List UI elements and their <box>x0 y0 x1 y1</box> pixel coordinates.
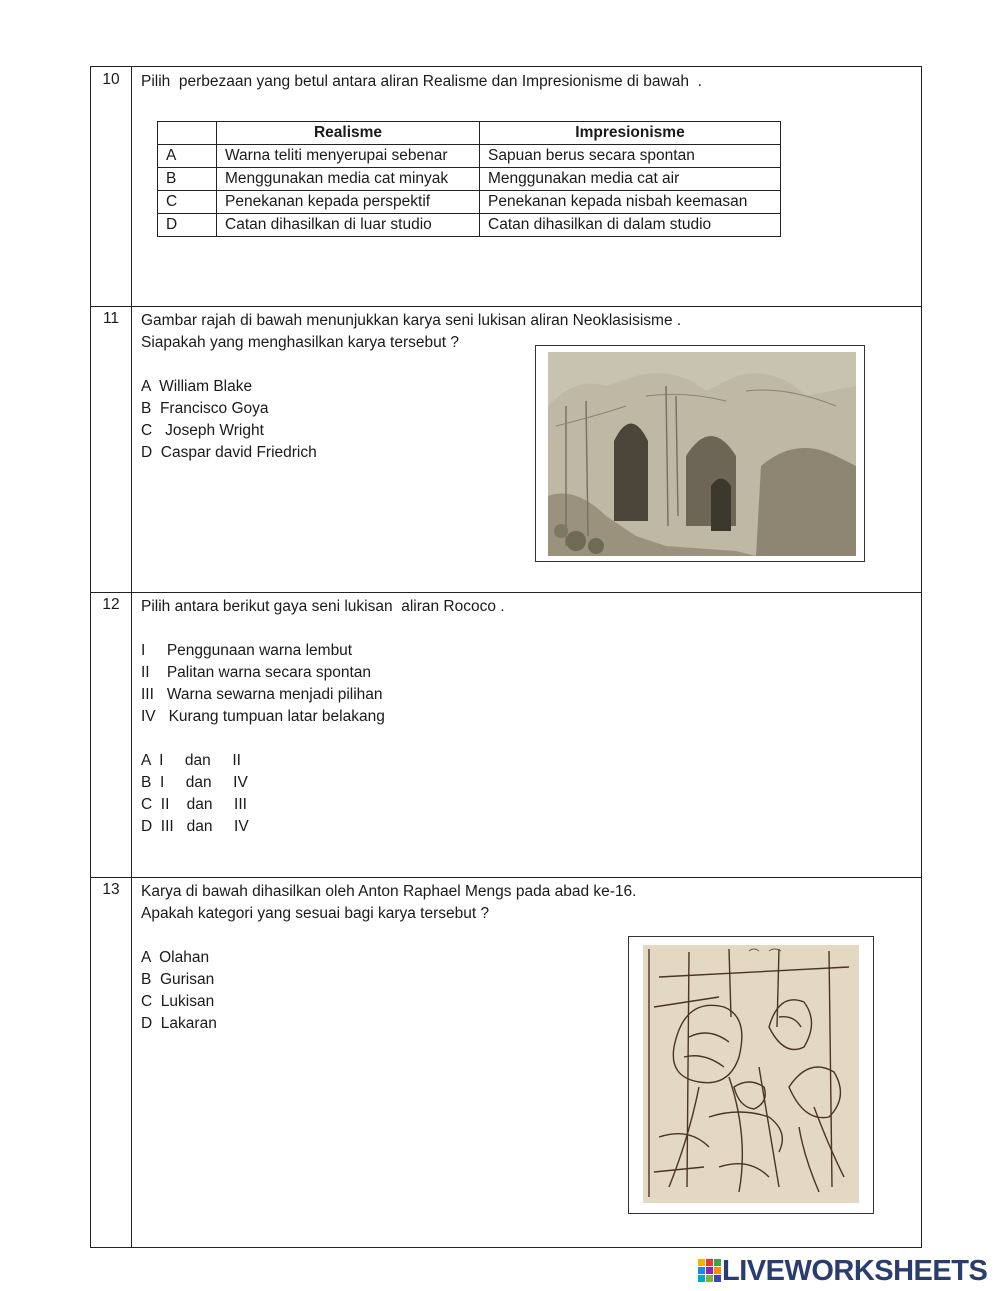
table-header <box>158 122 217 145</box>
comparison-table <box>157 121 781 237</box>
question-text: Karya di bawah dihasilkan oleh Anton Raphael Mengs pada abad ke-16. <box>141 883 637 900</box>
question-text: Gambar rajah di bawah menunjukkan karya seni lukisan aliran Neoklasisisme . <box>141 312 682 329</box>
question-number: 10 <box>102 71 120 88</box>
question-text: Apakah kategori yang sesuai bagi karya tersebut ? <box>141 905 490 922</box>
answer-option[interactable]: B Gurisan <box>141 971 215 988</box>
liveworksheets-logo[interactable] <box>698 1254 987 1288</box>
table-cell: Menggunakan media cat air <box>480 168 781 191</box>
question-number: 12 <box>102 596 120 613</box>
question-number: 13 <box>102 881 120 898</box>
table-row[interactable] <box>158 191 781 214</box>
table-cell: Catan dihasilkan di luar studio <box>217 214 480 237</box>
table-cell: Sapuan berus secara spontan <box>480 145 781 168</box>
table-cell: Catan dihasilkan di dalam studio <box>480 214 781 237</box>
question-number: 11 <box>102 310 120 327</box>
question-11 <box>91 306 921 593</box>
answer-option[interactable]: C II dan III <box>141 796 247 813</box>
table-header: Impresionisme <box>480 122 781 145</box>
question-text: Pilih antara berikut gaya seni lukisan aliran Rococo . <box>141 598 505 615</box>
answer-option[interactable]: B Francisco Goya <box>141 400 269 417</box>
question-10 <box>91 67 921 307</box>
liveworksheets-logo-icon <box>698 1258 722 1284</box>
table-row[interactable] <box>158 214 781 237</box>
statement: I Penggunaan warna lembut <box>141 642 353 659</box>
answer-option[interactable]: D Caspar david Friedrich <box>141 444 317 461</box>
ruins-drawing <box>536 346 864 561</box>
table-row[interactable] <box>158 145 781 168</box>
table-cell: Penekanan kepada nisbah keemasan <box>480 191 781 214</box>
mengs-sketch <box>628 936 874 1214</box>
answer-option[interactable]: D III dan IV <box>141 818 249 835</box>
question-text: Siapakah yang menghasilkan karya tersebut ? <box>141 334 459 351</box>
question-text: Pilih perbezaan yang betul antara aliran Realisme dan Impresionisme di bawah . <box>141 73 702 90</box>
answer-option[interactable]: D Lakaran <box>141 1015 217 1032</box>
statement: II Palitan warna secara spontan <box>141 664 372 681</box>
answer-option[interactable]: B I dan IV <box>141 774 248 791</box>
question-13 <box>91 877 921 1249</box>
statement: IV Kurang tumpuan latar belakang <box>141 708 385 725</box>
option-letter: D <box>158 214 217 237</box>
table-header: Realisme <box>217 122 480 145</box>
answer-option[interactable]: C Lukisan <box>141 993 215 1010</box>
option-letter: A <box>158 145 217 168</box>
table-header-row <box>158 122 781 145</box>
neoclassical-ruins-painting <box>535 345 865 562</box>
table-row[interactable] <box>158 168 781 191</box>
question-sheet <box>90 66 922 1248</box>
table-cell: Warna teliti menyerupai sebenar <box>217 145 480 168</box>
sketch-drawing <box>629 937 873 1213</box>
table-cell: Menggunakan media cat minyak <box>217 168 480 191</box>
option-letter: B <box>158 168 217 191</box>
question-12 <box>91 592 921 878</box>
statement: III Warna sewarna menjadi pilihan <box>141 686 383 703</box>
option-letter: C <box>158 191 217 214</box>
answer-option[interactable]: A I dan II <box>141 752 241 769</box>
table-cell: Penekanan kepada perspektif <box>217 191 480 214</box>
liveworksheets-brand: LIVEWORKSHEETS <box>722 1254 988 1287</box>
answer-option[interactable]: A William Blake <box>141 378 253 395</box>
answer-option[interactable]: A Olahan <box>141 949 210 966</box>
answer-option[interactable]: C Joseph Wright <box>141 422 264 439</box>
